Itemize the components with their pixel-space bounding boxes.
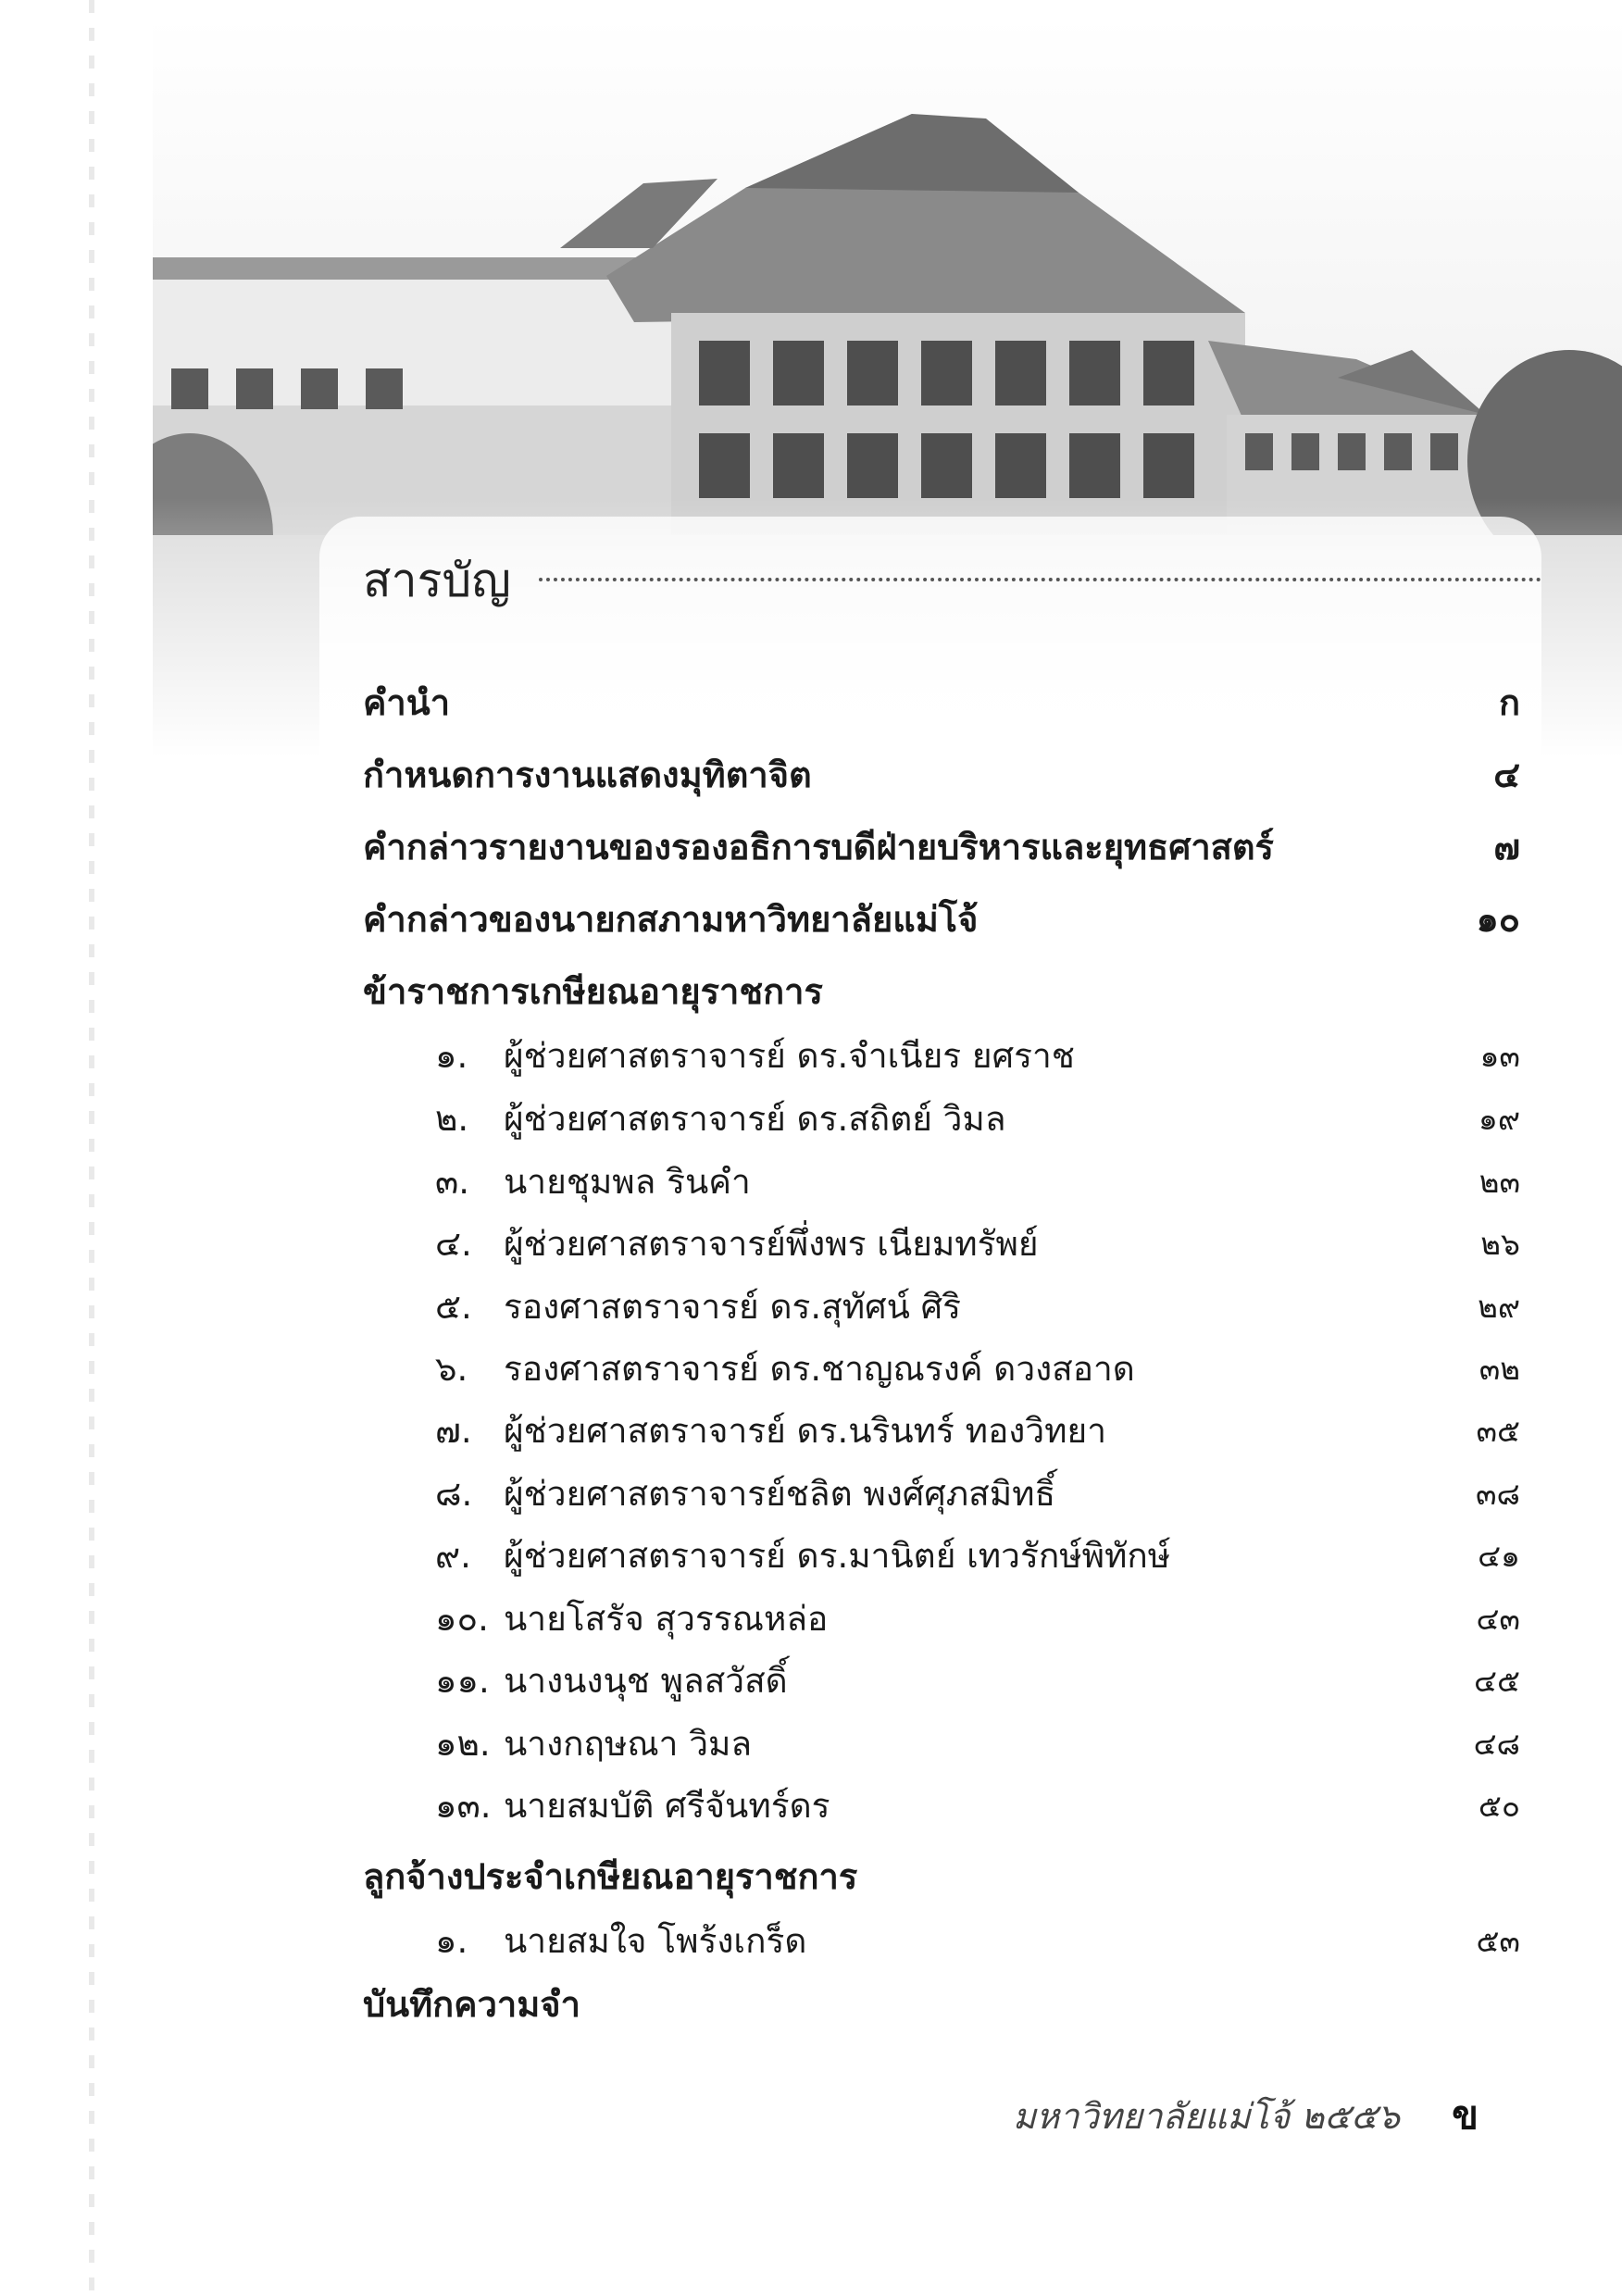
toc-item-text xyxy=(435,1092,1006,1146)
toc-entry-memo[interactable] xyxy=(363,1976,1520,2031)
toc-item-text xyxy=(435,1154,751,1209)
toc-item[interactable] xyxy=(435,1403,1520,1458)
toc-page-number: ๑๐ xyxy=(1476,898,1520,940)
toc-label: คำกล่าวรายงานของรองอธิการบดีฝ่ายบริหารและยุทธศาสตร์ xyxy=(363,826,1274,867)
toc-page-number: ๒๙ xyxy=(1478,1288,1520,1325)
toc-item-number: ๓. xyxy=(435,1161,470,1202)
toc-item-name: รองศาสตราจารย์ ดร.สุทัศน์ ศิริ xyxy=(504,1286,961,1327)
toc-item-text xyxy=(435,1529,1170,1583)
toc-page-number: ๔๘ xyxy=(1473,1725,1520,1762)
toc-title: สารบัญ xyxy=(363,554,511,607)
toc-item[interactable] xyxy=(435,1216,1520,1271)
toc-item-name: นายสมใจ โพร้งเกร็ด xyxy=(504,1920,807,1961)
toc-item-number: ๑๓. xyxy=(435,1785,492,1826)
toc-item[interactable] xyxy=(435,1653,1520,1708)
toc-entry-intro[interactable] xyxy=(363,674,1520,730)
toc-page-number: ๕๓ xyxy=(1476,1922,1520,1959)
toc-item-number: ๙. xyxy=(435,1535,471,1576)
toc-item-text xyxy=(435,1341,1135,1396)
toc-item-number: ๑. xyxy=(435,1035,468,1076)
toc-item-text xyxy=(435,1466,1055,1521)
toc-item[interactable] xyxy=(435,1091,1520,1146)
toc-page-number: ๓๘ xyxy=(1475,1475,1520,1512)
toc-item-name: ผู้ช่วยศาสตราจารย์พึ่งพร เนียมทรัพย์ xyxy=(504,1223,1039,1264)
toc-page-number: ก xyxy=(1498,681,1520,723)
toc-label: กำหนดการงานแสดงมุทิตาจิต xyxy=(363,754,812,795)
toc-section-civil-servants xyxy=(363,963,1520,1018)
toc-page-number: ๔๑ xyxy=(1478,1537,1520,1574)
toc-page-number: ๓๒ xyxy=(1479,1350,1520,1387)
toc-label: บันทึกความจำ xyxy=(363,1983,580,2025)
toc-item[interactable] xyxy=(435,1528,1520,1583)
toc-item[interactable] xyxy=(435,1154,1520,1209)
toc-item-name: ผู้ช่วยศาสตราจารย์ ดร.สถิตย์ วิมล xyxy=(504,1098,1006,1139)
toc-page-number: ๔ xyxy=(1493,754,1520,795)
toc-item-text xyxy=(435,1591,828,1646)
toc-page-number: ๒๖ xyxy=(1480,1225,1520,1262)
toc-item-number: ๔. xyxy=(435,1223,472,1264)
toc-item-number: ๖. xyxy=(435,1348,468,1389)
toc-page-number: ๑๓ xyxy=(1479,1037,1520,1074)
toc-item[interactable] xyxy=(435,1591,1520,1646)
toc-label: คำนำ xyxy=(363,681,451,723)
toc-item[interactable] xyxy=(435,1913,1520,1968)
toc-item[interactable] xyxy=(435,1279,1520,1334)
toc-page-number: ๒๓ xyxy=(1479,1163,1520,1200)
toc-page-number: ๕๐ xyxy=(1478,1787,1520,1824)
toc-item-text xyxy=(435,1716,752,1771)
toc-section-employees xyxy=(363,1848,1520,1903)
toc-label: คำกล่าวของนายกสภามหาวิทยาลัยแม่โจ้ xyxy=(363,898,979,940)
toc-page-number: ๔๕ xyxy=(1474,1662,1520,1699)
title-dotted-leader xyxy=(539,578,1541,581)
toc-item-name: นายสมบัติ ศรีจันทร์ดร xyxy=(504,1785,830,1826)
toc-entry-report[interactable] xyxy=(363,818,1520,874)
toc-item-text xyxy=(435,1217,1039,1271)
toc-item-name: ผู้ช่วยศาสตราจารย์ชลิต พงศ์ศุภสมิทธิ์ xyxy=(504,1473,1056,1514)
toc-entry-schedule[interactable] xyxy=(363,746,1520,802)
toc-item-text xyxy=(435,1653,788,1708)
toc-section-label: ข้าราชการเกษียณอายุราชการ xyxy=(363,970,823,1012)
toc-item-name: นายโสรัจ สุวรรณหล่อ xyxy=(504,1598,829,1639)
toc-item-name: รองศาสตราจารย์ ดร.ชาญณรงค์ ดวงสอาด xyxy=(504,1348,1135,1389)
toc-item-number: ๕. xyxy=(435,1286,472,1327)
toc-item-number: ๑. xyxy=(435,1920,468,1961)
toc-item-text xyxy=(435,1404,1106,1458)
toc-item-text xyxy=(435,1279,961,1334)
toc-item-name: ผู้ช่วยศาสตราจารย์ ดร.นรินทร์ ทองวิทยา xyxy=(504,1410,1106,1451)
page-scan-edge xyxy=(89,0,94,2296)
toc-item-name: ผู้ช่วยศาสตราจารย์ ดร.มานิตย์ เทวรักษ์พิทักษ์ xyxy=(504,1535,1171,1576)
toc-item-name: ผู้ช่วยศาสตราจารย์ ดร.จำเนียร ยศราช xyxy=(504,1035,1075,1076)
toc-item[interactable] xyxy=(435,1778,1520,1833)
toc-item-number: ๑๐. xyxy=(435,1598,489,1639)
footer-publication: มหาวิทยาลัยแม่โจ้ ๒๕๕๖ xyxy=(1013,2096,1400,2137)
toc-item-number: ๘. xyxy=(435,1473,473,1514)
toc-item-number: ๒. xyxy=(435,1098,469,1139)
toc-page-number: ๗ xyxy=(1493,826,1520,867)
toc-item-text xyxy=(435,1029,1075,1083)
toc-page-number: ๔๓ xyxy=(1476,1600,1520,1637)
toc-item-number: ๑๑. xyxy=(435,1660,490,1701)
toc-item[interactable] xyxy=(435,1466,1520,1521)
toc-item-number: ๑๒. xyxy=(435,1723,491,1764)
toc-entry-speech[interactable] xyxy=(363,891,1520,946)
toc-item-text xyxy=(435,1914,806,1968)
toc-item[interactable] xyxy=(435,1028,1520,1083)
footer-page-number: ข xyxy=(1452,2092,1479,2138)
toc-item-name: นายชุมพล รินคำ xyxy=(504,1161,751,1202)
toc-section-label: ลูกจ้างประจำเกษียณอายุราชการ xyxy=(363,1855,858,1897)
toc-page-number: ๑๙ xyxy=(1478,1100,1520,1137)
toc-page-number: ๓๕ xyxy=(1476,1412,1520,1449)
toc-item[interactable] xyxy=(435,1716,1520,1771)
toc-item-name: นางนงนุช พูลสวัสดิ์ xyxy=(504,1660,788,1701)
toc-item[interactable] xyxy=(435,1341,1520,1396)
toc-item-name: นางกฤษณา วิมล xyxy=(504,1723,753,1764)
toc-item-text xyxy=(435,1778,830,1833)
toc-item-number: ๗. xyxy=(435,1410,472,1451)
